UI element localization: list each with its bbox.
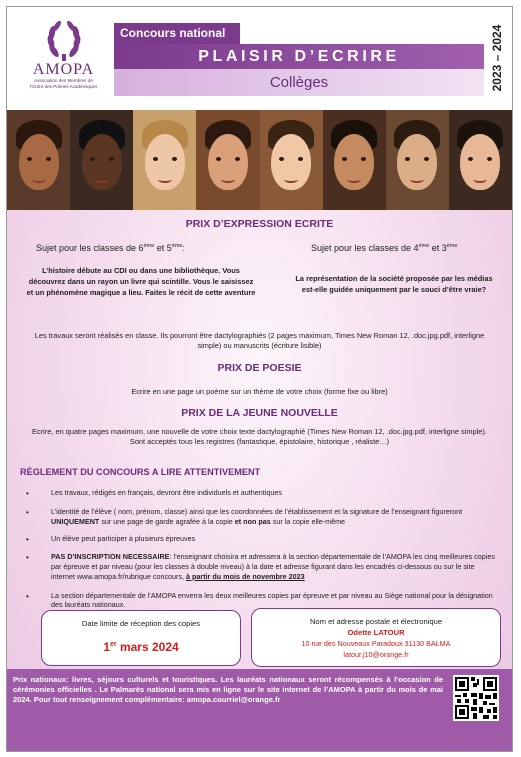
- subject-right-heading: Sujet pour les classes de 4ème et 3ème: [311, 243, 458, 253]
- face-photo: [7, 110, 70, 210]
- face-photo: [196, 110, 259, 210]
- contact-name: Odette LATOUR: [347, 628, 405, 637]
- poster: [6, 6, 513, 752]
- rule-item: • Les travaux, rédigés en français, devront être individuels et authentiques: [26, 488, 282, 498]
- prize-poetry-text: Ecrire en une page un poème sur un thème de votre choix (forme fixe ou libre): [131, 387, 388, 396]
- face-photo: [323, 110, 386, 210]
- face-photo: [386, 110, 449, 210]
- contest-level: Collèges: [114, 69, 484, 96]
- contact-address: 10 rue des Nouveaux Paradoux 31130 BALMA: [301, 639, 451, 648]
- prize-novel-title: PRIX DE LA JEUNE NOUVELLE: [181, 407, 338, 419]
- laurel-logo-icon: [42, 21, 86, 61]
- rules-list: [20, 488, 500, 610]
- logo-subtitle-1: Association des Membres de: [34, 78, 93, 83]
- logo-name: AMOPA: [32, 61, 95, 78]
- rules-title: RÈGLEMENT DU CONCOURS A LIRE ATTENTIVEMENT: [20, 467, 261, 477]
- concours-label: Concours national: [114, 23, 240, 44]
- qr-code-icon: [453, 675, 499, 721]
- subject-left-heading: Sujet pour les classes de 6ème et 5ème:: [36, 243, 185, 253]
- footer-text: Prix nationaux: livres, séjours culturels et touristiques. Les lauréats nationaux seront récompensés à l’occasion de cérémonies officielles . Le Palmarès national sera mis en ligne sur le site internet de l’AMOPA à partir du mois de mai 2024. Pour tout renseignement complémentaire: amopa.courriel@orange.fr: [13, 675, 443, 704]
- contest-title: PLAISIR D’ECRIRE: [114, 44, 484, 69]
- student-faces-photo: [7, 110, 512, 210]
- rule-item: • La section départementale de l’AMOPA enverra les deux meilleures copies par épreuve et par niveau au Siège national pour la désignation des lauréats nationaux.: [26, 590, 493, 610]
- years-text: 2023 – 2024: [490, 24, 504, 92]
- rule-item: • PAS D’INSCRIPTION NECESSAIRE: l’enseignant choisira et adressera à la section départementale de l’AMOPA les cinq meilleures copies par épreuve et par niveau (pour les classes à double niveau) à la date et adresse figurant dans les encadrés ci-dessous ou sur le site internet www.amopa.fr/rubrique concours, à partir du mois de novembre 2023: [26, 552, 495, 581]
- deadline-date: 1er mars 2024: [103, 640, 179, 654]
- contact-email: latour.j10@orange.fr: [343, 650, 409, 659]
- amopa-logo: [21, 21, 106, 107]
- subject-left-text: L’histoire débute au CDI ou dans une bibliothèque. Vous découvrez dans un rayon un livre qui scintille. Vous le saisissez et un phénomène magique a lieu. Faites le récit de cette aventure: [26, 266, 256, 297]
- face-photo: [260, 110, 323, 210]
- face-photo: [70, 110, 133, 210]
- face-photo: [449, 110, 512, 210]
- contest-years: [485, 21, 509, 103]
- subject-right-text: La représentation de la société proposée par les médias est-elle guidée uniquement par le souci d’être vraie?: [295, 274, 493, 294]
- deadline-box: [41, 610, 241, 666]
- deadline-label: Date limite de réception des copies: [81, 619, 201, 628]
- contact-label: Nom et adresse postale et électronique: [309, 617, 443, 626]
- footer: [7, 669, 512, 752]
- face-photo: [133, 110, 196, 210]
- rule-item: • Un élève peut participer à plusieurs épreuves: [26, 534, 196, 545]
- prize-novel-text: Ecrire, en quatre pages maximum, une nouvelle de votre choix texte dactylographié (Times New Roman 12, .doc.jpg.pdf, interligne simple). Sont acceptés tous les registres (fantastique, épistolaire, historique , réaliste…): [32, 427, 487, 446]
- prize-poetry-title: PRIX DE POESIE: [217, 362, 302, 374]
- header: [7, 7, 512, 110]
- prize-expression-rules: Les travaux seront réalisés en classe. Ils pourront être dactylographiés (2 pages maximum, Times New Roman 12, .doc.jpg.pdf, interligne simple) ou manuscrits (écriture lisible): [34, 331, 485, 350]
- rule-item: • L’identité de l’élève ( nom, prénom, classe) ainsi que les coordonnées de l’établissement et la signature de l’enseignant figureront UNIQUEMENT sur une page de garde agrafée à la copie et non pas sur la copie elle-même: [26, 506, 463, 526]
- logo-subtitle-2: l'Ordre des Palmes Académiques: [29, 83, 98, 89]
- prize-expression-title: PRIX D’EXPRESSION ECRITE: [185, 218, 334, 230]
- contact-box: [251, 608, 501, 667]
